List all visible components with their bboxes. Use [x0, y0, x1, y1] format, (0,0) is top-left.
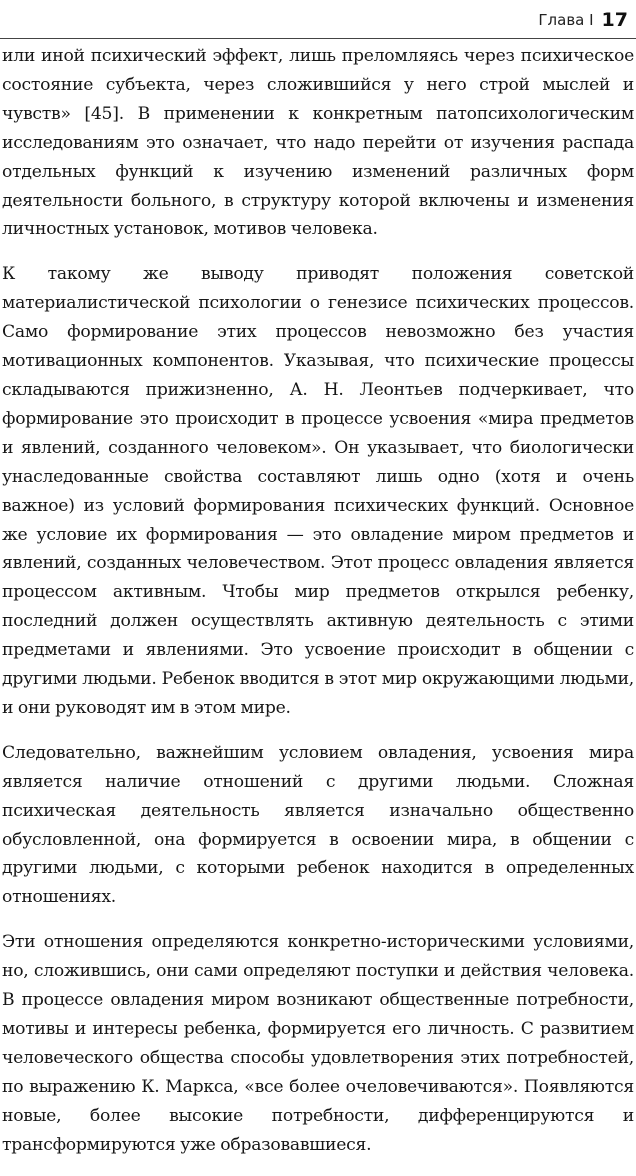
paragraph-1: или иной психический эффект, лишь преломляясь через психическое состояние субъекта, через сложившийся у него строй мыслей и чувств» [45]. В применении к конкретным патопсихологическим исследованиям это означает, что надо перейти от изучения распада отдельных функций к изучению изменений различных форм деятельности больного, в структуру которой включены и изменения личностных установок, мотивов человека.: [2, 46, 634, 240]
chapter-title: Глава I: [538, 11, 594, 29]
paragraph-3: Следовательно, важнейшим условием овладения, усвоения мира является наличие отношений с другими людьми. Сложная психическая деятельность является изначально общественно обусловленной, она формируется в освоении мира, в общении с другими людьми, с которыми ребенок находится в определенных отношениях.: [2, 742, 634, 908]
paragraph-4: Эти отношения определяются конкретно-историческими условиями, но, сложившись, они сами определяют поступки и действия человека. В процессе овладения миром возникают общественные потребности, мотивы и интересы ребенка, формируется его личность. С развитием человеческого общества способы удовлетворения этих потребностей, по выражению К. Маркса, «все более очеловечиваются». Появляются новые, более высокие потребности, дифференцируются и трансформируются уже образовавшиеся.: [2, 932, 634, 1155]
header-rule: [0, 38, 636, 39]
running-header: [538, 6, 628, 34]
page-body: [2, 42, 634, 1176]
paragraph-2: К такому же выводу приводят положения советской материалистической психологии о генезисе психических процессов. Само формирование этих процессов невозможно без участия мотивационных компонентов. Указывая, что психические процессы складываются прижизненно, А. Н. Леонтьев подчеркивает, что формирование это происходит в процессе усвоения «мира предметов и явлений, созданного человеком». Он указывает, что биологически унаследованные свойства составляют лишь одно (хотя и очень важное) из условий формирования психических функций. Основное же условие их формирования — это овладение миром предметов и явлений, созданных человечеством. Этот процесс овладения является процессом активным. Чтобы мир предметов открылся ребенку, последний должен осуществлять активную деятельность с этими предметами и явлениями. Это усвоение происходит в общении с другими людьми. Ребенок вводится в этот мир окружающими людьми, и они руководят им в этом мире.: [2, 264, 634, 718]
page-number: 17: [601, 9, 628, 31]
